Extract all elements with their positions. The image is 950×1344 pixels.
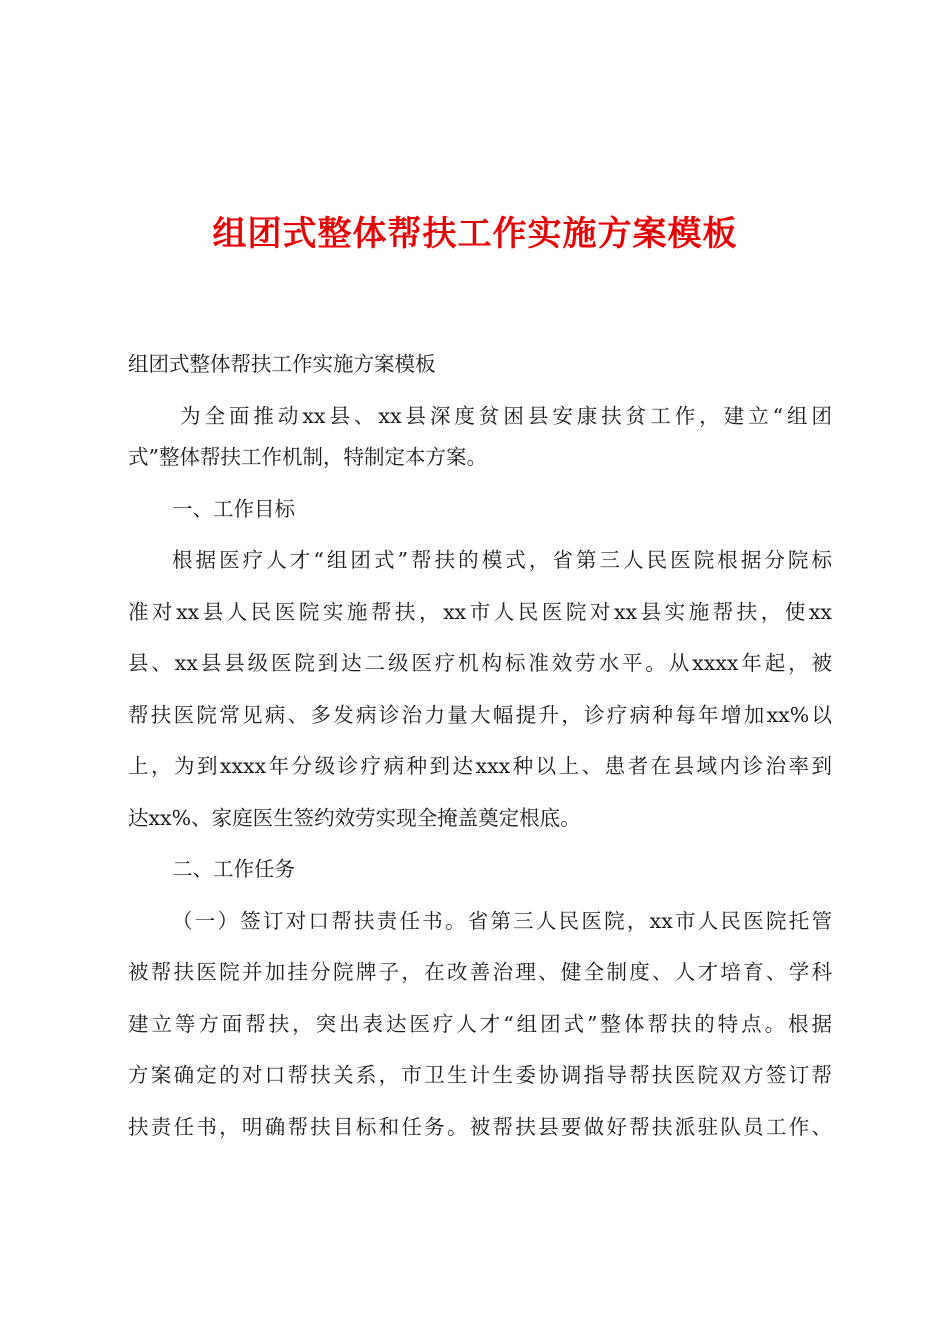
paragraph-line: （一）签订对口帮扶责任书。省第三人民医院，xx市人民医院托管 [172, 908, 832, 933]
document-body [128, 344, 832, 1148]
line-gap [128, 1045, 832, 1055]
line-gap [128, 839, 832, 849]
line-gap [128, 994, 832, 1004]
paragraph-line: 建立等方面帮扶，突出表达医疗人才“组团式”整体帮扶的特点。根据 [128, 1011, 832, 1036]
line-gap [128, 788, 832, 798]
line-gap [128, 891, 832, 901]
paragraph-line: 二、工作任务 [172, 857, 295, 881]
line-gap [128, 479, 832, 489]
document-subtitle: 组团式整体帮扶工作实施方案模板 [128, 352, 436, 376]
paragraph-line: 被帮扶医院并加挂分院牌子，在改善治理、健全制度、人才培育、学科 [128, 960, 832, 984]
paragraph-line: 帮扶医院常见病、多发病诊治力量大幅提升，诊疗病种每年增加xx%以 [128, 702, 832, 727]
line-gap [128, 1097, 832, 1107]
line-gap [128, 736, 832, 746]
paragraph-line: 根据医疗人才“组团式”帮扶的模式，省第三人民医院根据分院标 [172, 548, 832, 572]
line-gap [128, 685, 832, 695]
line-gap [128, 942, 832, 952]
line-gap [128, 582, 832, 592]
paragraph-line: 式”整体帮扶工作机制，特制定本方案。 [128, 445, 487, 469]
paragraph-line: 准对xx县人民医院实施帮扶，xx市人民医院对xx县实施帮扶，使xx [128, 599, 832, 624]
line-gap [128, 386, 832, 396]
paragraph-line: 一、工作目标 [172, 496, 295, 521]
paragraph-line: 扶责任书，明确帮扶目标和任务。被帮扶县要做好帮扶派驻队员工作、 [128, 1114, 832, 1139]
paragraph-line: 县、xx县县级医院到达二级医疗机构标准效劳水平。从xxxx年起，被 [128, 651, 832, 675]
paragraph-line: 为全面推动xx县、xx县深度贫困县安康扶贫工作，建立“组团 [180, 403, 832, 428]
paragraph-line: 达xx%、家庭医生签约效劳实现全掩盖奠定根底。 [128, 805, 581, 830]
paragraph-line: 方案确定的对口帮扶关系，市卫生计生委协调指导帮扶医院双方签订帮 [128, 1063, 832, 1087]
line-gap [128, 530, 832, 540]
paragraph-line: 上，为到xxxx年分级诊疗病种到达xxx种以上、患者在县域内诊治率到 [128, 754, 832, 778]
line-gap [128, 633, 832, 643]
document-title: 组团式整体帮扶工作实施方案模板 [212, 214, 738, 254]
